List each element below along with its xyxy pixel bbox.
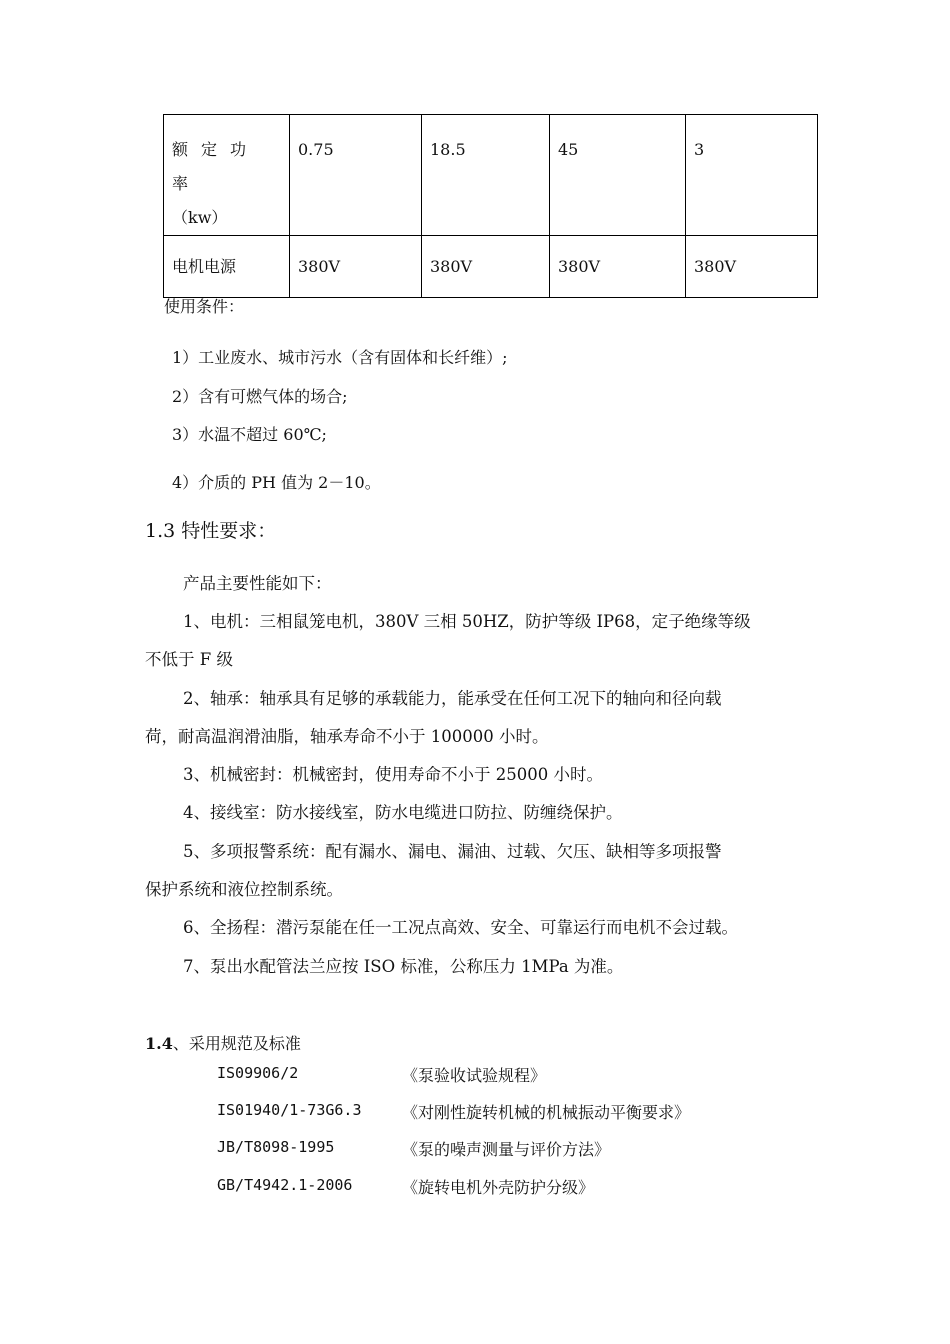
paragraph-line: 3、机械密封：机械密封，使用寿命不小于 25000 小时。 bbox=[183, 765, 603, 784]
table-cell: 18.5 bbox=[422, 115, 550, 236]
rated-power-unit: （kw） bbox=[172, 208, 228, 227]
paragraph-line: 6、全扬程：潜污泵能在任一工况点高效、安全、可靠运行而电机不会过载。 bbox=[183, 918, 738, 937]
standard-name: 《泵的噪声测量与评价方法》 bbox=[402, 1140, 611, 1159]
table-cell: 45 bbox=[550, 115, 686, 236]
standard-code: IS01940/1-73G6.3 bbox=[217, 1101, 362, 1119]
rated-power-label: 额定功率 bbox=[172, 140, 260, 193]
standard-name: 《旋转电机外壳防护分级》 bbox=[402, 1178, 595, 1197]
paragraph-line: 荷，耐高温润滑油脂，轴承寿命不小于 100000 小时。 bbox=[145, 727, 549, 746]
table-cell: 3 bbox=[686, 115, 818, 236]
standard-name: 《对刚性旋转机械的机械振动平衡要求》 bbox=[402, 1103, 691, 1122]
condition-item: 2）含有可燃气体的场合; bbox=[172, 387, 348, 406]
table-cell: 380V bbox=[422, 236, 550, 298]
paragraph-line: 5、多项报警系统：配有漏水、漏电、漏油、过载、欠压、缺相等多项报警 bbox=[183, 842, 722, 861]
condition-item: 1）工业废水、城市污水（含有固体和长纤维）; bbox=[172, 348, 508, 367]
paragraph-line: 7、泵出水配管法兰应按 ISO 标准，公称压力 1MPa 为准。 bbox=[183, 957, 624, 976]
standard-code: GB/T4942.1-2006 bbox=[217, 1176, 353, 1194]
spec-table bbox=[163, 114, 818, 298]
conditions-title: 使用条件： bbox=[164, 297, 245, 316]
condition-item: 3）水温不超过 60℃; bbox=[172, 425, 327, 444]
table-row bbox=[164, 115, 818, 236]
motor-power-label: 电机电源 bbox=[164, 236, 290, 298]
table-row bbox=[164, 236, 818, 298]
section-number: 1.4 bbox=[145, 1034, 173, 1053]
paragraph-line: 1、电机：三相鼠笼电机，380V 三相 50HZ，防护等级 IP68，定子绝缘等级 bbox=[183, 612, 751, 631]
table-cell: 380V bbox=[550, 236, 686, 298]
paragraph-line: 2、轴承：轴承具有足够的承载能力，能承受在任何工况下的轴向和径向载 bbox=[183, 689, 722, 708]
section-number: 1.3 bbox=[145, 520, 176, 542]
section-title: 、采用规范及标准 bbox=[172, 1034, 301, 1053]
table-cell: 380V bbox=[290, 236, 422, 298]
standard-code: JB/T8098-1995 bbox=[217, 1138, 335, 1156]
standard-name: 《泵验收试验规程》 bbox=[402, 1066, 547, 1085]
table-cell: 0.75 bbox=[290, 115, 422, 236]
paragraph-line: 4、接线室：防水接线室，防水电缆进口防拉、防缠绕保护。 bbox=[183, 803, 623, 822]
section-title: 特性要求： bbox=[181, 520, 277, 542]
intro-text: 产品主要性能如下： bbox=[183, 574, 332, 593]
condition-item: 4）介质的 PH 值为 2－10。 bbox=[172, 473, 381, 492]
standard-code: IS09906/2 bbox=[217, 1064, 299, 1082]
section-heading-1-4 bbox=[145, 1031, 301, 1054]
paragraph-line: 保护系统和液位控制系统。 bbox=[145, 880, 343, 899]
table-cell: 380V bbox=[686, 236, 818, 298]
table-cell-label bbox=[164, 115, 290, 236]
paragraph-line: 不低于 F 级 bbox=[145, 650, 233, 669]
section-heading-1-3 bbox=[145, 516, 276, 543]
